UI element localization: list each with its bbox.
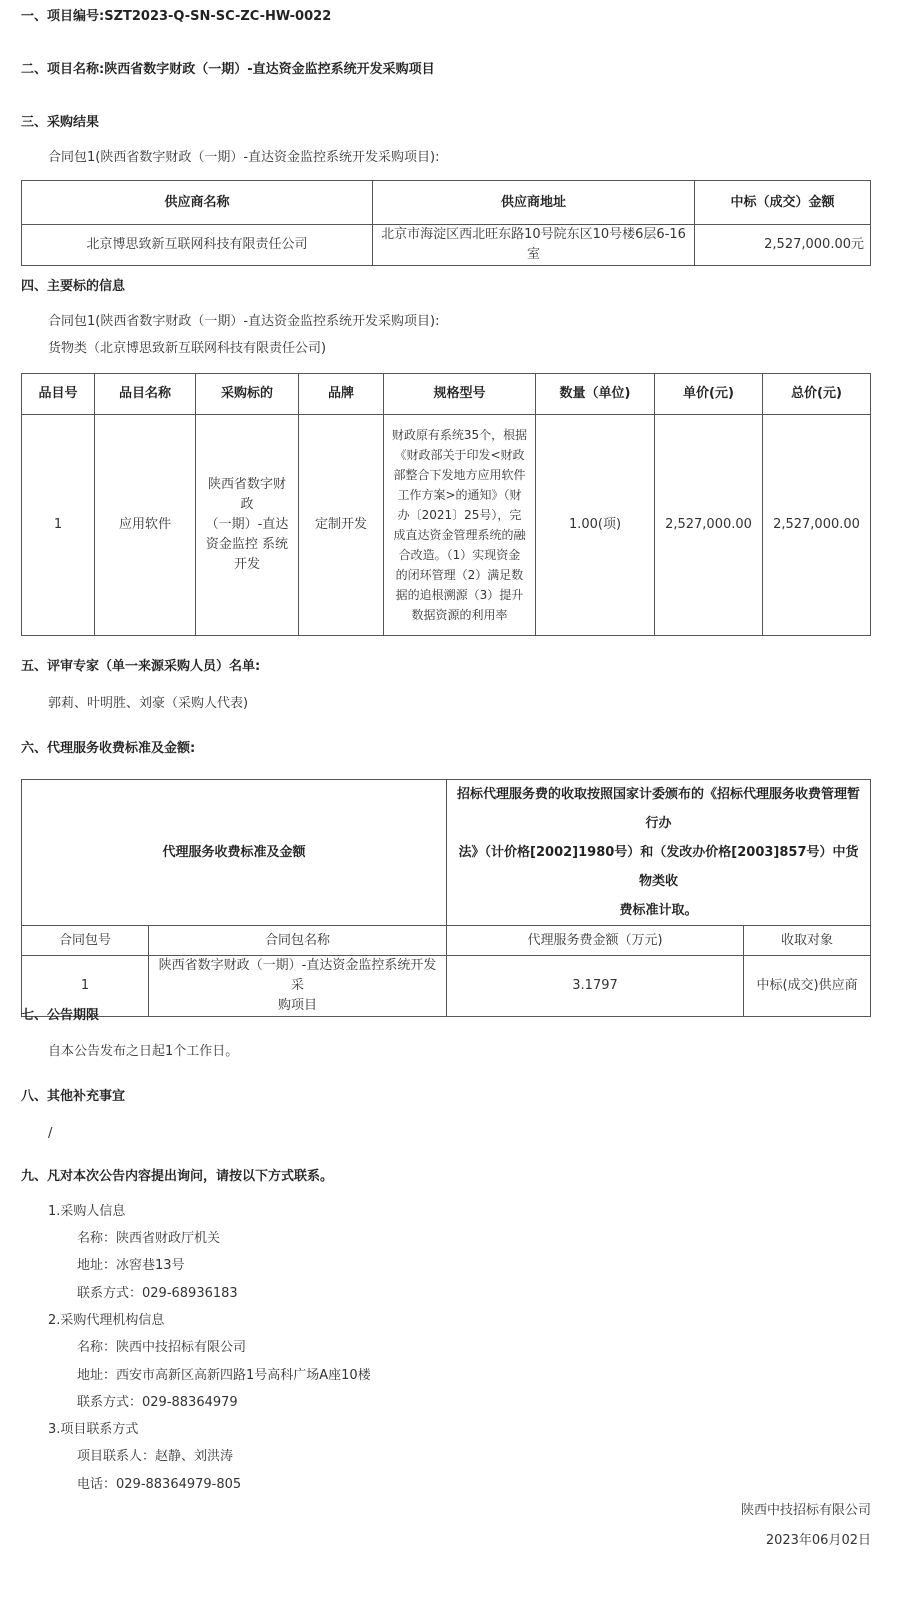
item-name: 应用软件 — [95, 415, 196, 636]
agency-fee-amount: 3.1797 — [447, 956, 744, 1017]
project-number — [21, 8, 331, 26]
notice-period-text: 自本公告发布之日起1个工作日。 — [48, 1044, 239, 1059]
brand: 定制开发 — [299, 415, 384, 636]
spec-line: 财政原有系统35个，根据 — [391, 428, 528, 442]
purchaser-title: 1.采购人信息 — [48, 1204, 126, 1219]
column-header: 代理服务费金额（万元) — [447, 926, 744, 956]
fee-standard-row — [22, 780, 871, 926]
specification — [384, 415, 536, 636]
expert-names: 郭莉、叶明胜、刘豪（采购人代表) — [48, 696, 249, 711]
column-header: 品目号 — [22, 374, 95, 415]
agency-contact: 联系方式：029-88364979 — [77, 1395, 238, 1410]
total-price: 2,527,000.00 — [763, 415, 871, 636]
spec-line: 工作方案>的通知》（财 — [397, 488, 522, 502]
section-title-experts: 五、评审专家（单一来源采购人员）名单: — [21, 659, 261, 674]
project-contact-phone: 电话：029-88364979-805 — [77, 1477, 242, 1492]
column-header: 品牌 — [299, 374, 384, 415]
spec-line: 部整合下发地方应用软件 — [393, 468, 526, 482]
unit-price: 2,527,000.00 — [655, 415, 763, 636]
section-title-notice-period: 七、公告期限 — [21, 1008, 100, 1023]
agency-name: 名称：陕西中技招标有限公司 — [77, 1340, 247, 1355]
supplier-name: 北京博思致新互联网科技有限责任公司 — [22, 225, 373, 266]
column-header: 数量（单位) — [536, 374, 655, 415]
section-title-other: 八、其他补充事宜 — [21, 1089, 126, 1104]
spec-line: 《财政部关于印发<财政 — [394, 448, 525, 462]
column-header: 供应商名称 — [22, 181, 373, 225]
package-label: 合同包1(陕西省数字财政（一期）-直达资金监控系统开发采购项目): — [48, 314, 440, 329]
result-table — [21, 180, 871, 266]
section-title-procurement-result: 三、采购结果 — [21, 115, 100, 130]
package-name-line: 陕西省数字财政（一期）-直达资金监控系统开发采 — [158, 958, 437, 993]
spec-line: 办〔2021〕25号），完 — [397, 508, 522, 522]
project-number-value: SZT2023-Q-SN-SC-ZC-HW-0022 — [104, 9, 332, 24]
purchaser-name: 名称：陕西省财政厅机关 — [77, 1231, 221, 1246]
supplier-address: 北京市海淀区西北旺东路10号院东区10号楼6层6-16室 — [373, 225, 695, 266]
column-header: 规格型号 — [384, 374, 536, 415]
fee-desc-line: 法》（计价格[2002]1980号）和（发改办价格[2003]857号）中货物类收 — [458, 845, 859, 889]
table-row — [22, 956, 871, 1017]
column-header: 收取对象 — [744, 926, 871, 956]
spec-line: 据的追根溯源（3）提升 — [395, 588, 524, 602]
project-name-label: 二、项目名称: — [21, 62, 105, 77]
purchaser-contact: 联系方式：029-68936183 — [77, 1286, 238, 1301]
table-row — [22, 415, 871, 636]
item-number: 1 — [22, 415, 95, 636]
spec-line: 的闭环管理（2）满足数 — [395, 568, 524, 582]
project-contact-title: 3.项目联系方式 — [48, 1422, 139, 1437]
agency-fee-table — [21, 779, 871, 1017]
project-name-value: 陕西省数字财政（一期）-直达资金监控系统开发采购项目 — [104, 62, 435, 77]
section-title-agency-fee: 六、代理服务收费标准及金额: — [21, 741, 196, 756]
column-header: 供应商地址 — [373, 181, 695, 225]
fee-payer: 中标(成交)供应商 — [744, 956, 871, 1017]
category-label: 货物类（北京博思致新互联网科技有限责任公司) — [48, 341, 327, 356]
spec-line: 合改造。（1）实现资金 — [398, 548, 521, 562]
spec-line: 数据资源的利用率 — [411, 608, 508, 622]
column-header: 采购标的 — [196, 374, 299, 415]
target-line: 资金监控 系统 — [205, 537, 289, 552]
fee-desc-line: 招标代理服务费的收取按照国家计委颁布的《招标代理服务收费管理暂行办 — [457, 787, 861, 831]
table-header-row — [22, 374, 871, 415]
procurement-target — [196, 415, 299, 636]
bid-amount: 2,527,000.00元 — [695, 225, 871, 266]
column-header: 中标（成交）金额 — [695, 181, 871, 225]
project-contact-person: 项目联系人：赵静、刘洪涛 — [77, 1449, 234, 1464]
column-header: 合同包号 — [22, 926, 149, 956]
footer-company: 陕西中技招标有限公司 — [740, 1503, 871, 1518]
package-label: 合同包1(陕西省数字财政（一期）-直达资金监控系统开发采购项目): — [48, 150, 440, 165]
package-number: 1 — [22, 956, 149, 1017]
table-row — [22, 225, 871, 266]
purchaser-address: 地址：冰窖巷13号 — [77, 1258, 185, 1273]
column-header: 单价(元) — [655, 374, 763, 415]
target-line: 开发 — [233, 557, 260, 572]
quantity: 1.00(项) — [536, 415, 655, 636]
agency-address: 地址：西安市高新区高新四路1号高科广场A座10楼 — [77, 1368, 371, 1383]
footer-date: 2023年06月02日 — [765, 1533, 871, 1548]
table-header-row — [22, 181, 871, 225]
target-line: 陕西省数字财政 — [207, 477, 286, 512]
target-line: （一期）-直达 — [205, 517, 289, 532]
spec-line: 成直达资金管理系统的融 — [393, 528, 526, 542]
subject-table — [21, 373, 871, 636]
table-header-row — [22, 926, 871, 956]
column-header: 品目名称 — [95, 374, 196, 415]
project-name — [21, 61, 435, 79]
fee-desc-line: 费标准计取。 — [619, 903, 698, 918]
column-header: 总价(元) — [763, 374, 871, 415]
project-number-label: 一、项目编号: — [21, 9, 105, 24]
other-text: / — [48, 1126, 53, 1141]
fee-standard-label: 代理服务收费标准及金额 — [22, 780, 447, 926]
column-header: 合同包名称 — [149, 926, 447, 956]
agency-title: 2.采购代理机构信息 — [48, 1313, 165, 1328]
section-title-contact: 九、凡对本次公告内容提出询问，请按以下方式联系。 — [21, 1169, 334, 1184]
package-name-line: 购项目 — [278, 998, 318, 1013]
package-name — [149, 956, 447, 1017]
section-title-main-subject: 四、主要标的信息 — [21, 279, 126, 294]
fee-standard-description — [447, 780, 871, 926]
